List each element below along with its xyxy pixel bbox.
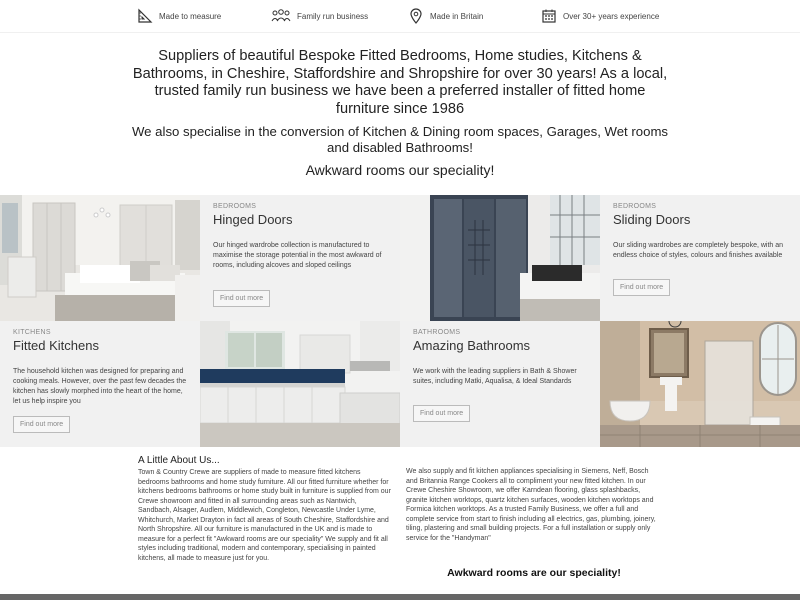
card-title: Amazing Bathrooms [413,338,531,353]
feature-label: Made in Britain [430,11,484,21]
card-description: We work with the leading suppliers in Bath & Shower suites, including Matki, Aqualisa, & Ideal Standards [413,368,577,385]
product-grid [0,195,800,447]
intro-awkward: Awkward rooms our speciality! [305,162,495,178]
card-title: Fitted Kitchens [13,338,99,353]
feature-made-to-measure [137,6,221,26]
calendar-icon [541,8,557,24]
feature-family-run [271,6,368,26]
intro-section [130,48,670,178]
sliding-doors-photo [400,195,600,321]
feature-label: Made to measure [159,11,222,21]
about-right-column: We also supply and fit kitchen appliances specialising in Siemens, Neff, Bosch and Britannia Range Cookers all to compliment your new fitted kitchen. In our Crewe Cheshire Showroom, we offer Karndean flooring, glass splashbacks, granite kitchen worktops, quartz kitchen surfaces, wooden kitchen worktops and Formica kitchen worktops. As a trusted Family Business, we offer a full and complete service from start to finish including all electrics, gas, plumbing, joinery, tiling, plastering and small building projects. For a full installation or supply only service for the "Handyman" [406,468,656,542]
find-out-more-button[interactable]: Find out more [613,279,670,296]
card-description: Our hinged wardrobe collection is manufactured to maximise the storage potential in the most awkward of rooms, including alcoves and sloped ceilings [213,242,382,269]
card-category: KITCHENS [13,329,51,336]
kitchen-photo [200,321,400,447]
card-title: Sliding Doors [613,212,691,227]
feature-made-in-britain [408,6,483,26]
speciality-heading: Awkward rooms are our speciality! [447,567,621,579]
footer-bar [0,594,800,600]
header-divider [0,32,800,33]
card-description: Our sliding wardrobes are completely bespoke, with an endless choice of styles, colours and finishes available [613,242,784,259]
about-title: A Little About Us... [138,455,220,466]
feature-label: Family run business [297,11,369,21]
card-description: The household kitchen was designed for preparing and cooking meals. However, over the past few decades the kitchen has slowly morphed into the heart of the home, let us help inspire you [13,368,187,405]
card-category: BEDROOMS [213,203,257,210]
feature-label: Over 30+ years experience [563,11,660,21]
hinged-doors-photo [0,195,200,321]
fitted-kitchens-card [0,321,200,447]
bathroom-photo [600,321,800,447]
amazing-bathrooms-card [400,321,600,447]
card-category: BEDROOMS [613,203,657,210]
card-category: BATHROOMS [413,329,461,336]
find-out-more-button[interactable]: Find out more [213,290,270,307]
feature-experience [541,6,659,26]
find-out-more-button[interactable]: Find out more [413,405,470,422]
location-pin-icon [408,8,424,24]
intro-lead: Suppliers of beautiful Bespoke Fitted Bedrooms, Home studies, Kitchens & Bathrooms, in Cheshire, Staffordshire and Shropshire for over 30 years! As a local, trusted family run business we have been a preferred installer of fitted home furniture since 1986 [132,48,668,117]
about-left-column: Town & Country Crewe are suppliers of made to measure fitted kitchens bedrooms bathrooms and home study furniture. All our fitted furniture whether for kitchens bedrooms bathrooms or home study built in furniture is supplied from our Crewe showroom and fitted in all surrounding areas such as Nantwich, Sandbach, Alsager, Audlem, Middlewich, Congleton, Newcastle Under Lyme, Whitchurch, Market Drayton in fact all areas of South Cheshire, Staffordshire and North Shropshire. All our furniture is manufactured in the UK and is made to measure for a perfect fit "Awkward rooms are our speciality" We supply and fit all styles including traditional, modern and contemporary, specialising in painted kitchens, all made to measure just for you. [138,469,391,562]
hinged-doors-card [200,195,400,321]
card-title: Hinged Doors [213,212,293,227]
family-icon [271,8,291,24]
ruler-triangle-icon [137,8,153,24]
sliding-doors-card [600,195,800,321]
intro-sub: We also specialise in the conversion of Kitchen & Dining room spaces, Garages, Wet rooms and disabled Bathrooms! [131,124,669,155]
find-out-more-button[interactable]: Find out more [13,416,70,433]
feature-bar [0,0,800,32]
